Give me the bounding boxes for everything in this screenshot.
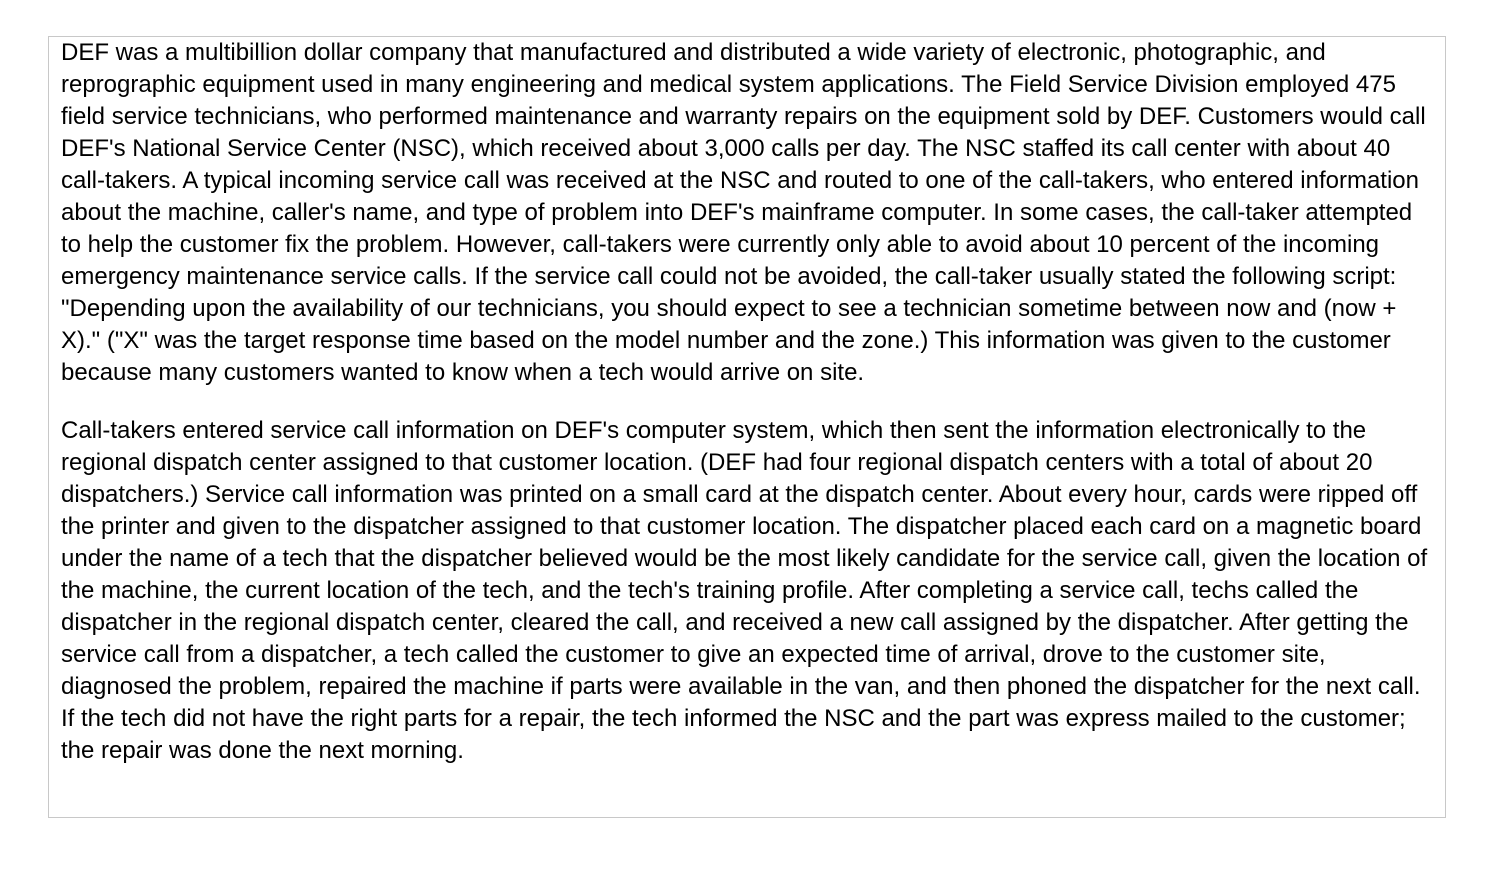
text-content (49, 37, 1445, 767)
text-panel[interactable] (48, 36, 1446, 818)
paragraph-2: Call-takers entered service call information on DEF's computer system, which then sent the information electronically to the regional dispatch center assigned to that customer location. (DEF had four regional dispatch centers with a total of about 20 dispatchers.) Service call information was printed on a small card at the dispatch center. About every hour, cards were ripped off the printer and given to the dispatcher assigned to that customer location. The dispatcher placed each card on a magnetic board under the name of a tech that the dispatcher believed would be the most likely candidate for the service call, given the location of the machine, the current location of the tech, and the tech's training profile. After completing a service call, techs called the dispatcher in the regional dispatch center, cleared the call, and received a new call assigned by the dispatcher. After getting the service call from a dispatcher, a tech called the customer to give an expected time of arrival, drove to the customer site, diagnosed the problem, repaired the machine if parts were available in the van, and then phoned the dispatcher for the next call. If the tech did not have the right parts for a repair, the tech informed the NSC and the part was express mailed to the customer; the repair was done the next morning. (61, 417, 1428, 764)
paragraph-1: DEF was a multibillion dollar company that manufactured and distributed a wide variety of electronic, photographic, and reprographic equipment used in many engineering and medical system applications. The Field Service Division employed 475 field service technicians, who performed maintenance and warranty repairs on the equipment sold by DEF. Customers would call DEF's National Service Center (NSC), which received about 3,000 calls per day. The NSC staffed its call center with about 40 call-takers. A typical incoming service call was received at the NSC and routed to one of the call-takers, who entered information about the machine, caller's name, and type of problem into DEF's mainframe computer. In some cases, the call-taker attempted to help the customer fix the problem. However, call-takers were currently only able to avoid about 10 percent of the incoming emergency maintenance service calls. If the service call could not be avoided, the call-taker usually stated the following script: "Depending upon the availability of our technicians, you should expect to see a technician sometime between now and (now + X)." ("X" was the target response time based on the model number and the zone.) This information was given to the customer because many customers wanted to know when a tech would arrive on site. (61, 39, 1426, 386)
